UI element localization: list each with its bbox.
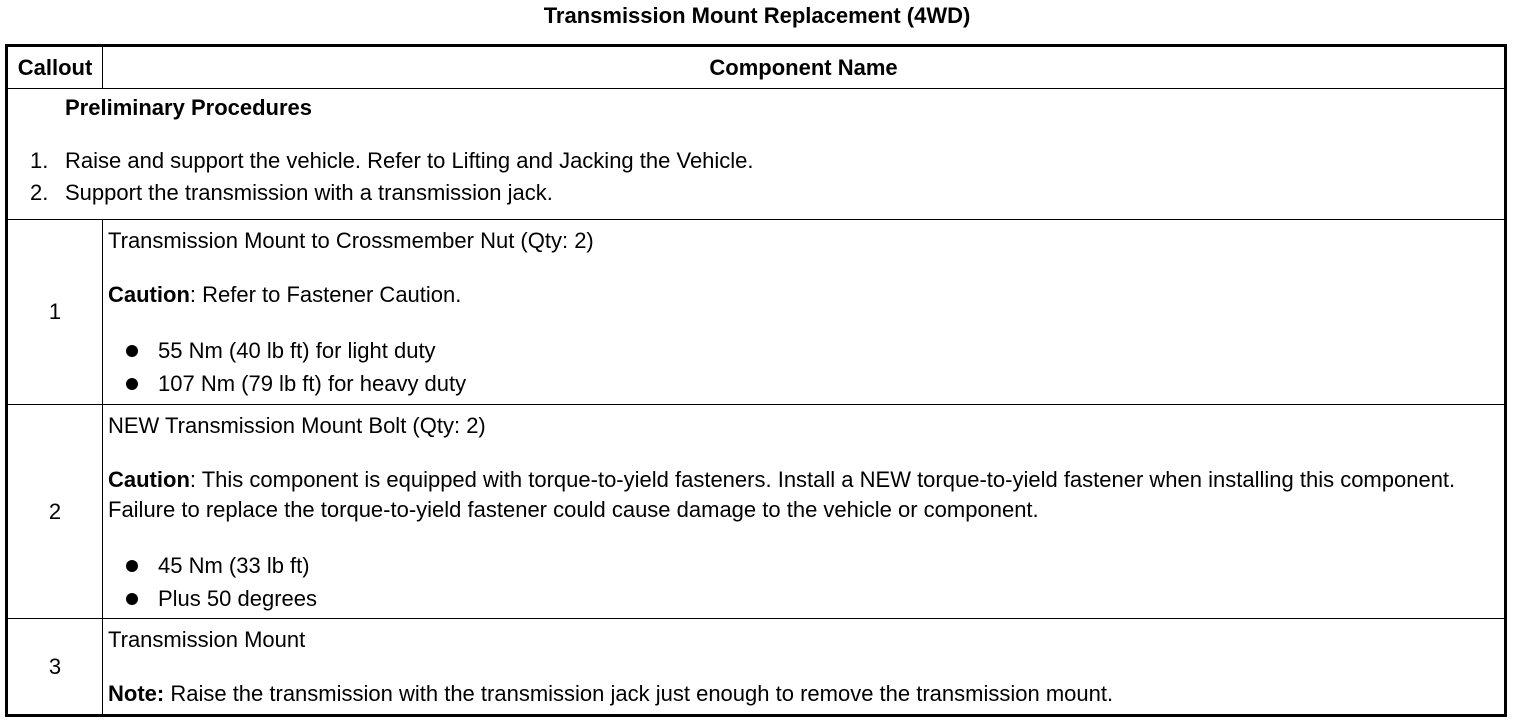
callout-number: 2 [7, 405, 103, 619]
spec-text: 107 Nm (79 lb ft) for heavy duty [158, 371, 467, 396]
list-item [30, 145, 1504, 177]
bullet-icon [126, 560, 138, 572]
step-number: 1. [30, 148, 49, 173]
list-item [126, 334, 1494, 367]
page-title: Transmission Mount Replacement (4WD) [543, 3, 971, 28]
spec-text: 55 Nm (40 lb ft) for light duty [158, 338, 436, 363]
torque-specs [108, 549, 1494, 615]
header-component-name: Component Name [103, 46, 1506, 89]
note-body: Raise the transmission with the transmission jack just enough to remove the transmission mount. [164, 681, 1114, 706]
preliminary-row [7, 89, 1506, 220]
spec-text: Plus 50 degrees [158, 586, 317, 611]
torque-specs [108, 334, 1494, 400]
caution-body: Refer to Fastener Caution. [196, 282, 462, 307]
header-callout: Callout [7, 46, 103, 89]
component-cell [103, 405, 1506, 619]
table-row [7, 220, 1506, 405]
list-item [126, 582, 1494, 615]
component-name: NEW Transmission Mount Bolt (Qty: 2) [108, 413, 486, 438]
spec-text: 45 Nm (33 lb ft) [158, 553, 310, 578]
caution-label: Caution [108, 467, 190, 492]
list-item [126, 549, 1494, 582]
caution-body: This component is equipped with torque-to-yield fasteners. Install a NEW torque-to-yield fastener when installing this component. Failure to replace the torque-to-yield fastener could cause damage to the vehicle or component. [108, 467, 1456, 522]
callout-number: 3 [7, 619, 103, 716]
note-text [108, 679, 1494, 709]
note-label: Note: [108, 681, 165, 706]
caution-colon: : [189, 467, 197, 492]
component-cell [103, 619, 1506, 716]
preliminary-title: Preliminary Procedures [65, 95, 313, 120]
caution-label: Caution [108, 282, 190, 307]
component-cell [103, 220, 1506, 405]
step-number: 2. [30, 180, 49, 205]
preliminary-cell [7, 89, 1506, 220]
bullet-icon [126, 593, 138, 605]
step-text: Raise and support the vehicle. Refer to Lifting and Jacking the Vehicle. [65, 148, 754, 173]
table-row [7, 405, 1506, 619]
component-name: Transmission Mount [108, 627, 306, 652]
step-text: Support the transmission with a transmission jack. [65, 180, 553, 205]
procedure-table [5, 44, 1507, 717]
component-name: Transmission Mount to Crossmember Nut (Qty: 2) [108, 228, 594, 253]
callout-number: 1 [7, 220, 103, 405]
bullet-icon [126, 345, 138, 357]
list-item [126, 367, 1494, 400]
caution-text [108, 465, 1494, 525]
caution-colon: : [189, 282, 197, 307]
table-row [7, 619, 1506, 716]
table-header-row [7, 46, 1506, 89]
bullet-icon [126, 378, 138, 390]
preliminary-steps [30, 145, 1504, 209]
list-item [30, 177, 1504, 209]
caution-text [108, 280, 1494, 310]
